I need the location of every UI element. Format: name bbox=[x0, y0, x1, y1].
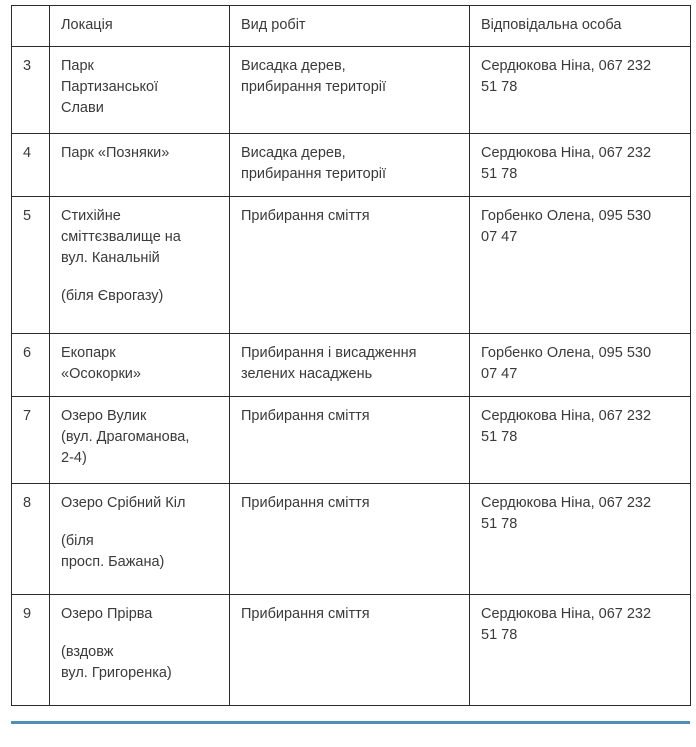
work-type-line: зелених насаджень bbox=[241, 366, 373, 383]
responsible-person-line: Сердюкова Ніна, 067 232 bbox=[481, 495, 652, 511]
header-cell-index bbox=[12, 6, 50, 47]
location-cell bbox=[50, 595, 230, 706]
location-line: Партизанської bbox=[61, 79, 159, 96]
responsible-person-cell bbox=[470, 47, 691, 134]
cleanup-locations-table bbox=[11, 5, 691, 706]
table-row bbox=[12, 595, 691, 706]
responsible-person-line: Сердюкова Ніна, 067 232 bbox=[481, 408, 652, 424]
responsible-person-line: Горбенко Олена, 095 530 bbox=[481, 345, 652, 361]
responsible-person-line: 51 78 bbox=[481, 516, 518, 533]
location-cell bbox=[50, 47, 230, 134]
responsible-person-line: 51 78 bbox=[481, 429, 518, 446]
location-line: Екопарк bbox=[61, 345, 116, 361]
table-bottom-accent-rule bbox=[11, 721, 690, 724]
work-type-line: Висадка дерев, bbox=[241, 145, 346, 161]
row-index-cell: 3 bbox=[12, 47, 50, 134]
table-row bbox=[12, 484, 691, 595]
work-type-line: Прибирання сміття bbox=[241, 606, 370, 622]
location-line: Слави bbox=[61, 100, 104, 117]
location-note-line: (біля Єврогазу) bbox=[61, 288, 164, 305]
location-note-line: вул. Григоренка) bbox=[61, 665, 172, 682]
row-index-cell: 9 bbox=[12, 595, 50, 706]
location-cell bbox=[50, 334, 230, 397]
table-row bbox=[12, 197, 691, 334]
header-cell-location: Локація bbox=[50, 6, 230, 47]
row-index-cell: 8 bbox=[12, 484, 50, 595]
location-line: вул. Канальній bbox=[61, 250, 160, 267]
work-type-cell bbox=[230, 595, 470, 706]
location-note-line: (вздовж bbox=[61, 644, 114, 661]
responsible-person-cell bbox=[470, 595, 691, 706]
table-row bbox=[12, 134, 691, 197]
work-type-cell bbox=[230, 197, 470, 334]
responsible-person-cell bbox=[470, 397, 691, 484]
location-line: сміттєзвалище на bbox=[61, 229, 181, 246]
location-line: Стихійне bbox=[61, 208, 121, 224]
header-cell-responsible: Відповідальна особа bbox=[470, 6, 691, 47]
responsible-person-cell bbox=[470, 197, 691, 334]
location-note-spacer bbox=[61, 625, 219, 642]
work-type-line: Прибирання сміття bbox=[241, 408, 370, 424]
responsible-person-line: Сердюкова Ніна, 067 232 bbox=[481, 145, 652, 161]
responsible-person-line: 07 47 bbox=[481, 229, 518, 246]
responsible-person-line: 51 78 bbox=[481, 627, 518, 644]
location-line: «Осокорки» bbox=[61, 366, 141, 383]
location-note-spacer bbox=[61, 269, 219, 286]
location-cell bbox=[50, 134, 230, 197]
work-type-cell bbox=[230, 334, 470, 397]
location-line: Парк «Позняки» bbox=[61, 145, 170, 161]
responsible-person-line: 51 78 bbox=[481, 79, 518, 96]
responsible-person-cell bbox=[470, 134, 691, 197]
table-body bbox=[12, 47, 691, 706]
work-type-cell bbox=[230, 47, 470, 134]
responsible-person-line: Сердюкова Ніна, 067 232 bbox=[481, 606, 652, 622]
location-line: 2-4) bbox=[61, 450, 87, 467]
work-type-cell bbox=[230, 134, 470, 197]
location-cell bbox=[50, 484, 230, 595]
table-row bbox=[12, 334, 691, 397]
responsible-person-cell bbox=[470, 334, 691, 397]
location-note-line: просп. Бажана) bbox=[61, 554, 165, 571]
responsible-person-line: Горбенко Олена, 095 530 bbox=[481, 208, 652, 224]
location-line: (вул. Драгоманова, bbox=[61, 429, 190, 446]
location-line: Озеро Прірва bbox=[61, 606, 153, 622]
work-type-line: Висадка дерев, bbox=[241, 58, 346, 74]
table-header-row bbox=[12, 6, 691, 47]
responsible-person-line: Сердюкова Ніна, 067 232 bbox=[481, 58, 652, 74]
row-index-cell: 7 bbox=[12, 397, 50, 484]
location-cell bbox=[50, 197, 230, 334]
work-type-line: Прибирання і висадження bbox=[241, 345, 417, 361]
header-cell-work: Вид робіт bbox=[230, 6, 470, 47]
work-type-line: Прибирання сміття bbox=[241, 495, 370, 511]
responsible-person-line: 51 78 bbox=[481, 166, 518, 183]
location-line: Озеро Вулик bbox=[61, 408, 147, 424]
location-note-line: (біля bbox=[61, 533, 94, 550]
row-index-cell: 5 bbox=[12, 197, 50, 334]
table-header bbox=[12, 6, 691, 47]
work-type-line: прибирання території bbox=[241, 79, 387, 96]
location-cell bbox=[50, 397, 230, 484]
location-line: Озеро Срібний Кіл bbox=[61, 495, 186, 511]
responsible-person-line: 07 47 bbox=[481, 366, 518, 383]
work-type-cell bbox=[230, 397, 470, 484]
work-type-line: Прибирання сміття bbox=[241, 208, 370, 224]
table-row bbox=[12, 397, 691, 484]
table-container bbox=[11, 5, 690, 706]
row-index-cell: 4 bbox=[12, 134, 50, 197]
table-row bbox=[12, 47, 691, 134]
location-note-spacer bbox=[61, 514, 219, 531]
row-index-cell: 6 bbox=[12, 334, 50, 397]
location-line: Парк bbox=[61, 58, 94, 74]
responsible-person-cell bbox=[470, 484, 691, 595]
work-type-line: прибирання території bbox=[241, 166, 387, 183]
work-type-cell bbox=[230, 484, 470, 595]
